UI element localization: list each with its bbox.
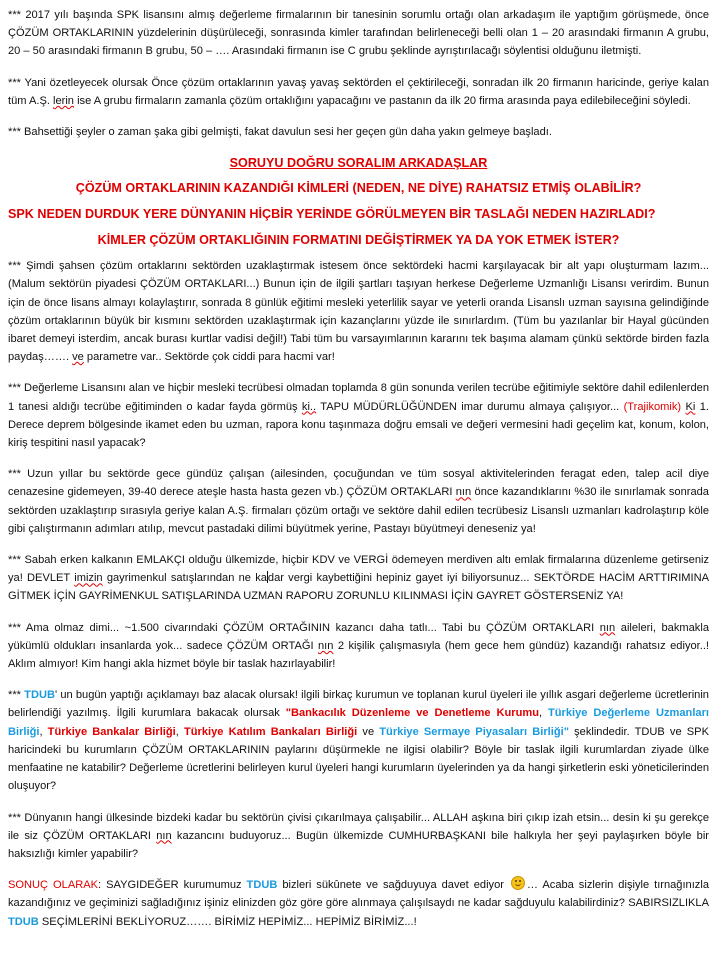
heading-2: ÇÖZÜM ORTAKLARININ KAZANDIĞI KİMLERİ (NEDEN, NE DİYE) RAHATSIZ ETMİŞ OLABİLİR? xyxy=(75,181,642,196)
paragraph-9: *** TDUB' un bugün yaptığı açıklamayı baz alacak olursak! ilgili birkaç kurumun ve toplanan kurul üyeleri ile yıllık asgari değerleme ücretlerinin belirlendiği yazılmış. İlgili kurumlara bakacak olursak "Bankacılık Düzenleme ve Denetleme Kurumu, Türkiye Değerleme Uzmanları Birliği, Türkiye Bankalar Birliği, Türkiye Katılım Bankaları Birliği ve Türkiye Sermaye Piyasaları Birliği" şeklindedir. TDUB ve SPK haricindeki bu kurumların ÇÖZÜM ORTAKLARININ paylarını düşürmekle ne ilgisi olabilir? Böyle bir taslak ilgili kurumlardan ziyade ülke menfaatine ne katabilir? Değerleme ücretlerini belirleyen kurul üyeleri hangi kurumların üyelerinden ya da hangi şirketlerin eski yöneticilerinden oluşuyor? xyxy=(8,689,709,793)
paragraph-11: SONUÇ OLARAK: SAYGIDEĞER kurumumuz TDUB bizleri sükûnete ve sağduyuya davet ediyor … Acaba sizlerin dişiyle tırnağınızla kazandığınız ve geçiminizi sağladığınız işiniz elinizden göz göre göre alınmaya çalışılsaydı ne kadar sağduyulu kalabilirdiniz? SABIRSIZLIKLA TDUB SEÇİMLERİNİ BEKLİYORUZ……. BİRİMİZ HEPİMİZ... HEPİMİZ BİRİMİZ...! xyxy=(8,876,709,931)
heading-4: KİMLER ÇÖZÜM ORTAKLIĞININ FORMATINI DEĞİŞTİRMEK YA DA YOK ETMEK İSTER? xyxy=(97,233,620,248)
paragraph-8: *** Ama olmaz dimi... ~1.500 civarındaki ÇÖZÜM ORTAĞININ kazancı daha tatlı... Tabi bu ÇÖZÜM ORTAKLARI nın aileleri, bakmakla yükümlü oldukları insanlarda yok... sadece ÇÖZÜM ORTAĞI nın 2 kişilik çalışmasıyla (hem gece hem gündüz) kazandığı rahatsız ediyor..! Aklım almıyor! Kim hangi akla hizmet böyle bir taslak hazırlayabilir! xyxy=(8,621,709,671)
paragraph-6: *** Uzun yıllar bu sektörde gece gündüz çalışan (ailesinden, çocuğundan ve tüm sosyal aktivitelerinden feragat eden, talep acil diye cenazesine gidemeyen, 39-40 derece ateşle hasta hasta gezen vb.) ÇÖZÜM ORTAKLARI nın önce kazandıklarını %30 ile sınırlamak sonrada sektörden uzaklaştırıp sırasıyla geriye kalan A.Ş. firmaları çözüm ortağı ve sektöre dahil edilen tecrübesiz Lisanslı uzmanları kadrolaştırıp köle gibi çalıştırmanın adımları atılıp, mevcut pastadaki dilimi büyütmek yerine, Pastayı büyütmeyi deneseniz ya! xyxy=(8,468,709,535)
tdub-label: TDUB xyxy=(24,689,55,702)
heading-3: SPK NEDEN DURDUK YERE DÜNYANIN HİÇBİR YERİNDE GÖRÜLMEYEN BİR TASLAĞI NEDEN HAZIRLADI? xyxy=(8,207,656,222)
org-tkbb: Türkiye Katılım Bankaları Birliği xyxy=(183,725,358,738)
smiley-icon xyxy=(511,876,525,890)
heading-1: SORUYU DOĞRU SORALIM ARKADAŞLAR xyxy=(229,156,488,171)
paragraph-1: *** 2017 yılı başında SPK lisansını almış değerleme firmalarının bir tanesinin sorumlu ortağı olan arkadaşım ile yaptığım görüşmede, önce ÇÖZÜM ORTAKLARININ yüzdelerinin düşürüleceği, sonrasında kimler tarafından belirleneceği belli olan 1 – 20 arasındaki firmanın A grubu, 20 – 50 arasındaki firmanın B grubu, 50 – …. Arasındaki firmanın ise C grubu şeklinde ayrıştırılacağı söylentisi olduğunu iletmişti. xyxy=(8,9,709,58)
paragraph-3: *** Bahsettiği şeyler o zaman şaka gibi gelmişti, fakat davulun sesi her geçen gün daha yakın gelmeye başladı. xyxy=(8,126,552,139)
org-bddk: Bankacılık Düzenleme ve Denetleme Kurumu xyxy=(290,707,539,720)
org-tbb: Türkiye Bankalar Birliği xyxy=(47,725,176,738)
paragraph-7: *** Sabah erken kalkanın EMLAKÇI olduğu ülkemizde, hiçbir KDV ve VERGİ ödemeyen merdiven altı emlak firmalarına düzenleme getirseniz ya! DEVLET imizin gayrimenkul satışlarından ne kadar vergi kaybettiğini hepiniz gayet iyi biliyorsunuz... SEKTÖRDE HACİM ARTTIRIMINA GİTMEK İÇİN GAYRİMENKUL SATIŞLARINDA UZMAN RAPORU ZORUNLU KILINMASI İÇİN GAYRET GÖSTERSENİZ YA! xyxy=(8,554,710,603)
document-page xyxy=(8,6,709,944)
paragraph-2: *** Yani özetleyecek olursak Önce çözüm ortaklarının yavaş yavaş sektörden el çektirileceği, sonradan ilk 20 firmanın haricinde, geriye kalan tüm A.Ş. lerin ise A grubu firmaların zamanla çözüm ortaklığını yapacağını ve pastanın da ilk 20 firma arasında paya edilebileceğini söyledi. xyxy=(8,76,709,107)
org-tspb: Türkiye Sermaye Piyasaları Birliği xyxy=(379,725,564,738)
org-tdub: Türkiye Değerleme Uzmanları Birliği xyxy=(8,707,709,738)
paragraph-5: *** Değerleme Lisansını alan ve hiçbir mesleki tecrübesi olmadan toplamda 8 gün sonunda verilen tecrübe eğitimiyle sektöre dahil edilenlerden 1 tanesi aldığı tecrübe eğitiminden o kadar fayda görmüş ki.. TAPU MÜDÜRLÜĞÜNDEN imar durumu almaya çalışıyor... (Trajikomik) Ki 1. Derece deprem bölgesinde ikamet eden bu uzman, rapora konu taşınmaza doğru emsali ve değeri vermesini hadi geçelim kat, konum, kolon, kiriş tespitini nasıl yapacak? xyxy=(8,382,709,450)
conclusion-label: SONUÇ OLARAK xyxy=(8,879,99,892)
paragraph-4: *** Şimdi şahsen çözüm ortaklarını sektörden uzaklaştırmak istesem önce sektördeki hacmi karşılayacak bir alt yapı oluşturmam lazım... (Malum sektörün piyadesi ÇÖZÜM ORTAKLARI...) Bunun için de ilgili şartları taşıyan herkese Değerleme Uzmanlığı Lisansı verirdim. Bunun için de önce lisans almayı kolaylaştırır, sonrada 8 günlük eğitimi mesleki yeterlilik sayar ve yeterli oranda Lisanslı uzman sayısına gelindiğinde çözüm ortaklarının büyük bir kısmını sektörden uzaklaştırmak için kazançlarını yüzde ile sınırlardım. (Tüm bu yazılanlar bir Hayal gücünden ibaret demeyi isterdim, ancak burası kurtlar vadisi değil!) Tabi tüm bu varsayımlarının kararını tek başıma alamam çünkü sektörde birden fazla paydaş……. ve parametre var.. Sektörde çok ciddi para hacmi var! xyxy=(8,260,709,364)
paragraph-10: *** Dünyanın hangi ülkesinde bizdeki kadar bu sektörün çivisi çıkarılmaya çalışabilir... ALLAH aşkına biri çıkıp izah etsin... desin ki şu gerekçe ile siz ÇÖZÜM ORTAKLARI nın kazancını buduyoruz... Bugün ülkemizde CUMHURBAŞKANI bile halkıyla her şeyi paylaşırken böyle bir haksızlığı kimler yapabilir? xyxy=(8,811,709,860)
